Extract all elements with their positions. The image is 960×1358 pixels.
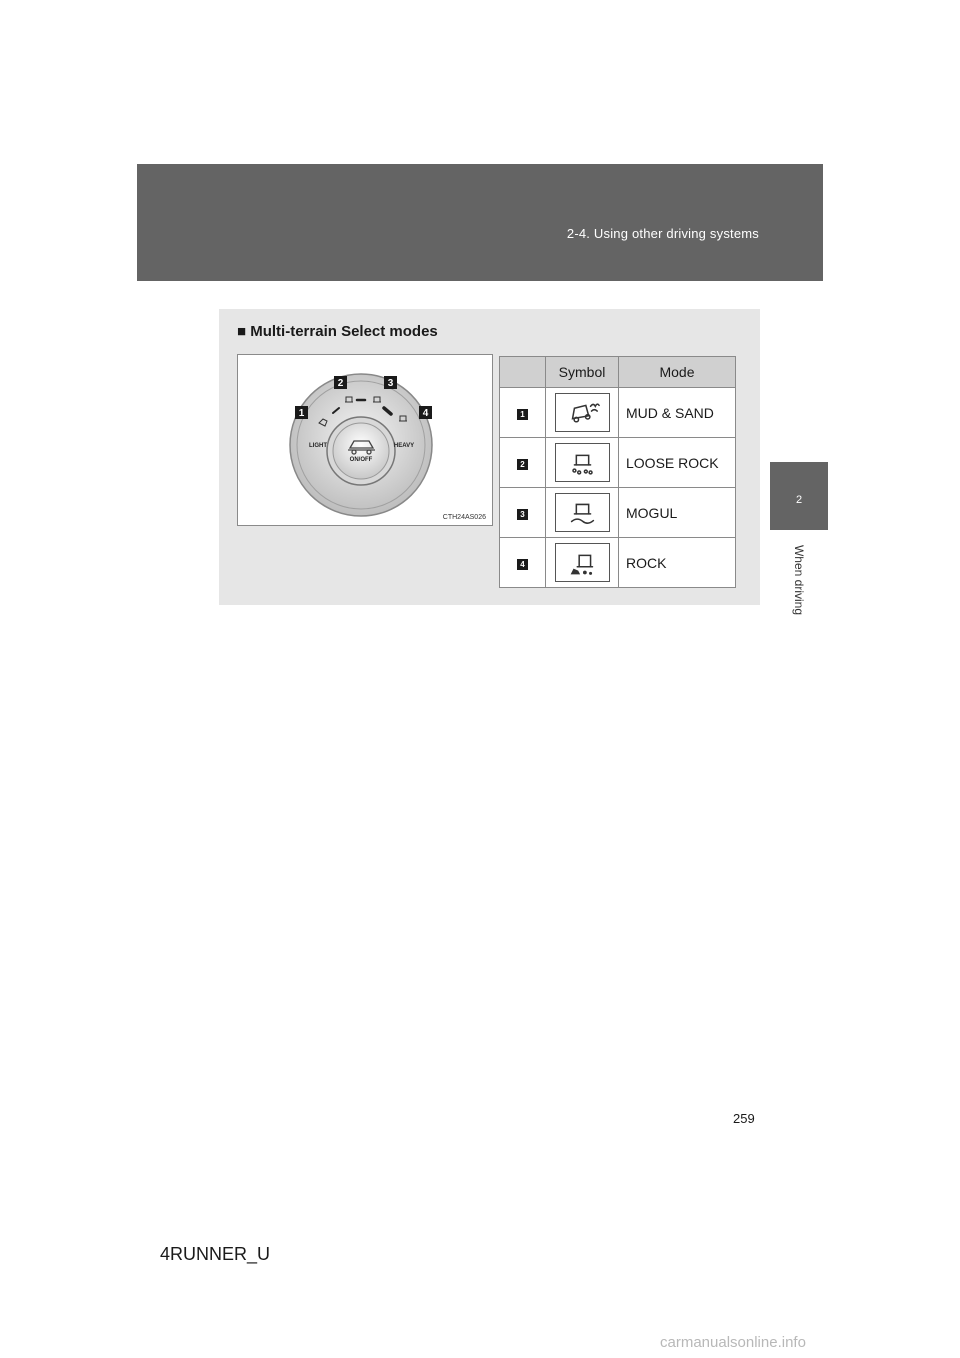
dial-button-label: ON/OFF [349,457,373,463]
header-band [137,164,823,281]
watermark: carmanualsonline.info [660,1334,806,1351]
callout-3 [384,376,397,389]
footer-code: 4RUNNER_U [160,1244,271,1264]
mud-sand-icon [555,393,610,432]
header-symbol: Symbol [546,357,619,388]
row-number-badge: 4 [517,559,528,570]
svg-text:4: 4 [422,408,429,419]
header-mode: Mode [619,357,736,388]
figure-code: CTH24AS026 [442,514,486,521]
chapter-number: 2 [795,494,803,506]
terrain-dial-illustration [238,355,492,525]
svg-text:2: 2 [337,378,344,389]
mode-table [499,356,736,588]
table-row [500,538,736,588]
panel-heading: ■ Multi-terrain Select modes [237,323,438,340]
table-row [500,488,736,538]
table-row [500,438,736,488]
callout-2 [334,376,347,389]
table-header-row [500,357,736,388]
mode-label: ROCK [619,538,736,588]
mode-label: MOGUL [619,488,736,538]
page-number: 259 [733,1111,755,1126]
row-number-badge: 1 [517,409,528,420]
callout-4 [419,406,432,419]
mode-label: LOOSE ROCK [619,438,736,488]
row-number-badge: 3 [517,509,528,520]
dial-right-label: HEAVY [393,443,415,449]
section-title: 2-4. Using other driving systems [566,226,759,241]
header-number [500,357,546,388]
chapter-tab [770,462,828,530]
chapter-label: When driving [792,544,806,616]
svg-text:1: 1 [298,408,305,419]
mogul-icon [555,493,610,532]
dial-left-label: LIGHT [309,443,327,449]
loose-rock-icon [555,443,610,482]
rock-icon [555,543,610,582]
callout-1 [295,406,308,419]
dial-figure [237,354,493,526]
row-number-badge: 2 [517,459,528,470]
mode-label: MUD & SAND [619,388,736,438]
info-panel [219,309,760,605]
table-row [500,388,736,438]
svg-text:3: 3 [387,378,394,389]
